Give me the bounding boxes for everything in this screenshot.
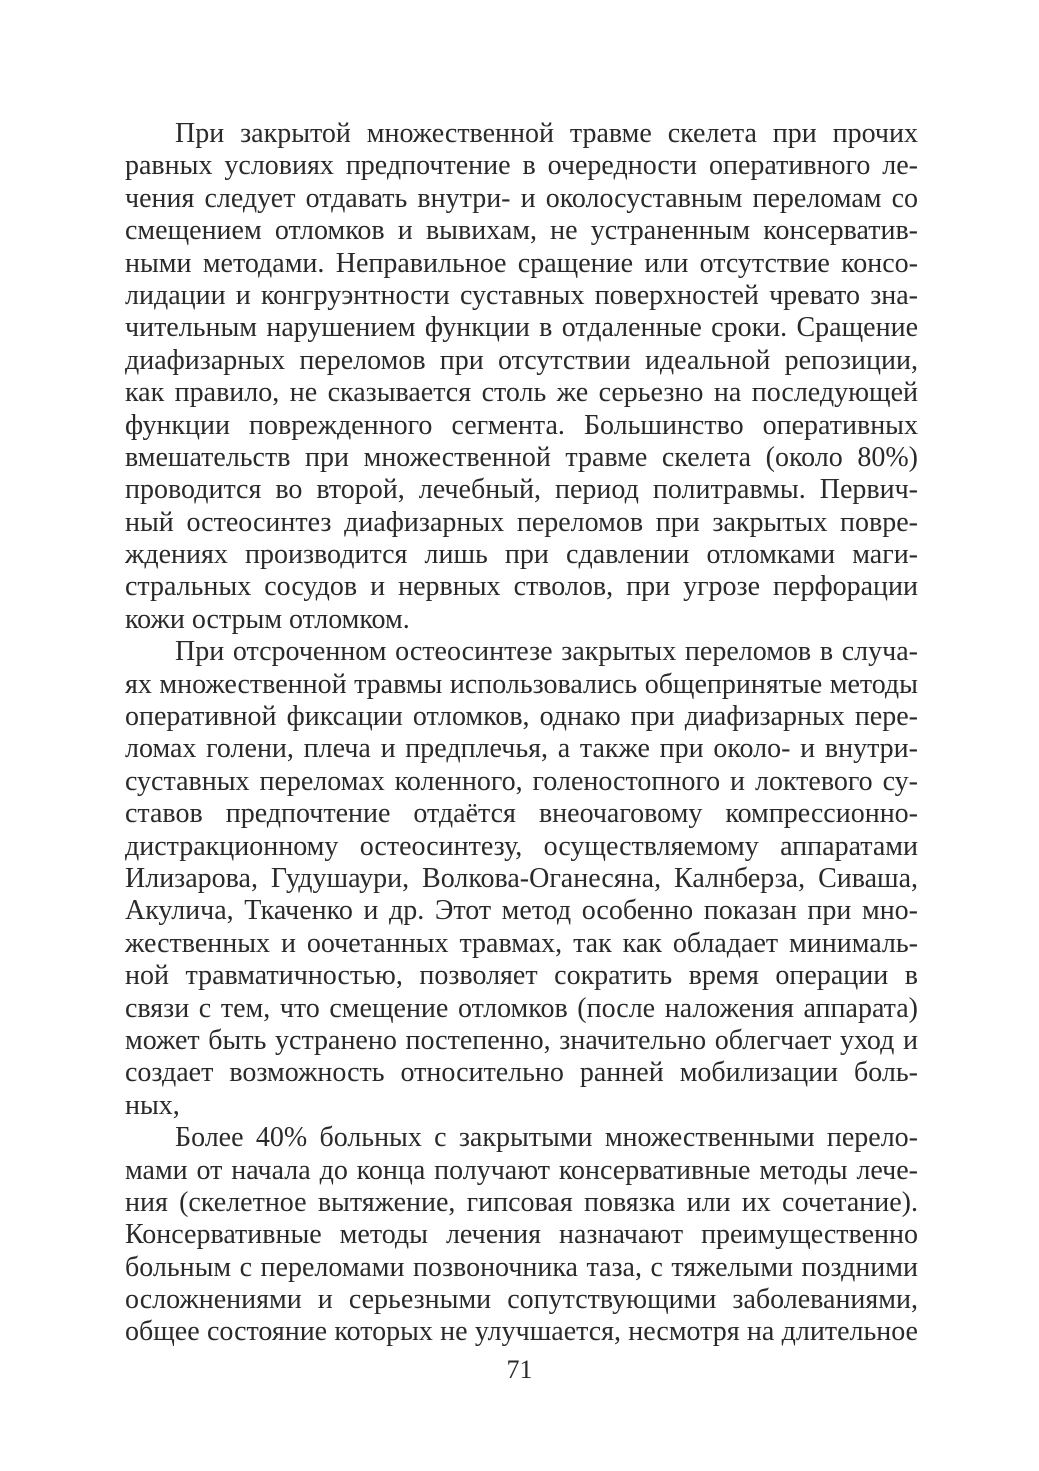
text-line: ный остеосинтез диафизарных переломов при закрытых повре- — [125, 506, 918, 538]
text-line: ния (скелетное вытяжение, гипсовая повязка или их сочетание). — [125, 1186, 918, 1218]
text-line: вмешательств при множественной травме скелета (около 80%) — [125, 441, 918, 473]
text-line: Более 40% больных с закрытыми множественными перело- — [175, 1122, 918, 1154]
text-line: общее состояние которых не улучшается, несмотря на длительное — [125, 1316, 918, 1348]
text-line: связи с тем, что смещение отломков (после наложения аппарата) — [125, 992, 918, 1024]
text-line: чения следует отдавать внутри- и околосуставным переломам со — [125, 182, 918, 214]
text-line: функции поврежденного сегмента. Большинство оперативных — [125, 409, 918, 441]
text-line: жественных и оочетанных травмах, так как обладает минималь- — [125, 927, 918, 959]
text-line: Консервативные методы лечения назначают преимущественно — [125, 1219, 918, 1251]
text-line: кожи острым отломком. — [125, 603, 410, 635]
text-line: суставных переломах коленного, голеностопного и локтевого су- — [125, 765, 918, 797]
page-body — [125, 118, 918, 1349]
paragraph-2 — [125, 636, 918, 1122]
text-line: Илизарова, Гудушаури, Волкова-Оганесяна, Калнберза, Сиваша, — [125, 862, 918, 894]
text-line: смещением отломков и вывихам, не устраненным консерватив- — [125, 215, 918, 247]
text-line: мами от начала до конца получают консервативные методы лече- — [125, 1154, 918, 1186]
text-line: осложнениями и серьезными сопутствующими заболеваниями, — [125, 1284, 918, 1316]
text-line: диафизарных переломов при отсутствии идеальной репозиции, — [125, 344, 918, 376]
text-line: больным с переломами позвоночника таза, с тяжелыми поздними — [125, 1251, 918, 1283]
text-line: ной травматичностью, позволяет сократить время операции в — [125, 960, 918, 992]
text-line: ными методами. Неправильное сращение или отсутствие консо- — [125, 247, 918, 279]
text-line: дистракционному остеосинтезу, осуществляемому аппаратами — [125, 830, 918, 862]
paragraph-3 — [125, 1122, 918, 1349]
text-line: как правило, не сказывается столь же серьезно на последующей — [125, 377, 918, 409]
text-line: ломах голени, плеча и предплечья, а также при около- и внутри- — [125, 733, 918, 765]
paragraph-1 — [125, 118, 918, 636]
text-line: стральных сосудов и нервных стволов, при угрозе перфорации — [125, 571, 918, 603]
text-line: При отсроченном остеосинтезе закрытых переломов в случа- — [175, 636, 918, 668]
text-line: ях множественной травмы использовались общепринятые методы — [125, 668, 918, 700]
text-line: ставов предпочтение отдаётся внеочаговому компрессионно- — [125, 798, 918, 830]
text-line: создает возможность относительно ранней мобилизации боль- — [125, 1057, 918, 1089]
text-line: оперативной фиксации отломков, однако при диафизарных пере- — [125, 701, 918, 733]
text-line: проводится во второй, лечебный, период политравмы. Первич- — [125, 474, 918, 506]
text-line: ных, — [125, 1089, 180, 1121]
text-line: Акулича, Ткаченко и др. Этот метод особенно показан при мно- — [125, 895, 918, 927]
text-line: равных условиях предпочтение в очередности оперативного ле- — [125, 150, 918, 182]
text-line: ждениях производится лишь при сдавлении отломками маги- — [125, 539, 918, 571]
text-line: лидации и конгруэнтности суставных поверхностей чревато зна- — [125, 279, 918, 311]
text-line: чительным нарушением функции в отдаленные сроки. Сращение — [125, 312, 918, 344]
text-line: При закрытой множественной травме скелета при прочих — [175, 118, 918, 149]
page-number: 71 — [506, 1355, 533, 1384]
text-line: может быть устранено постепенно, значительно облегчает уход и — [125, 1024, 918, 1056]
